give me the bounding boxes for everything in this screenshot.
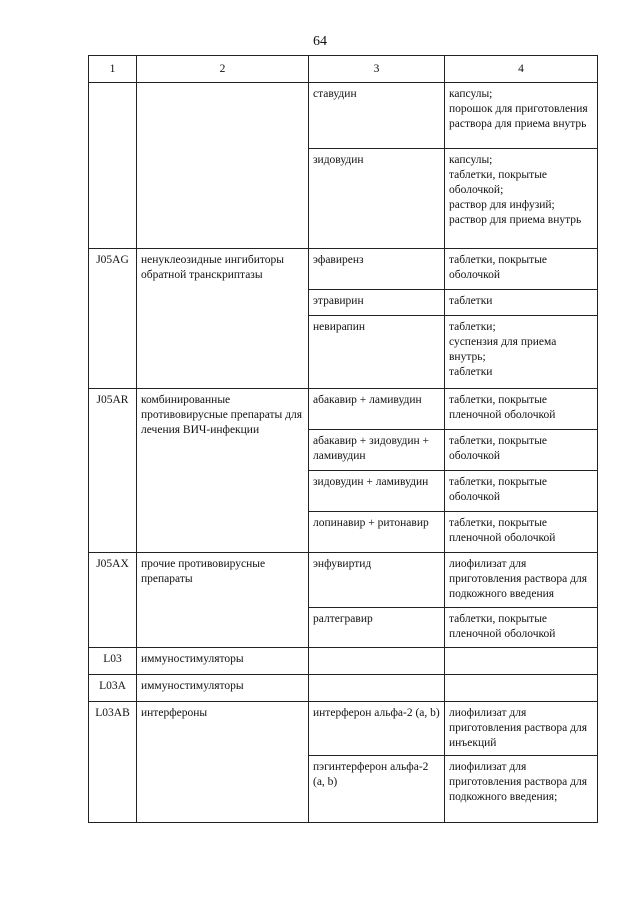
dosage-form-cell: таблетки, покрытые оболочкой [445, 430, 598, 471]
dosage-form-cell: таблетки; суспензия для приема внутрь; таблетки [445, 316, 598, 389]
dosage-form-cell: таблетки, покрытые оболочкой [445, 249, 598, 290]
drug-name-cell: невирапин [309, 316, 445, 389]
dosage-form-cell: таблетки, покрытые пленочной оболочкой [445, 512, 598, 553]
drug-name-cell: абакавир + ламивудин [309, 389, 445, 430]
group-name-cell: иммуностимуляторы [137, 675, 309, 702]
drug-name-cell: энфувиртид [309, 553, 445, 608]
dosage-form-cell: капсулы; порошок для приготовления раствора для приема внутрь [445, 83, 598, 149]
table-row [89, 675, 598, 702]
header-cell: 3 [309, 56, 445, 83]
dosage-form-cell: лиофилизат для приготовления раствора для подкожного введения; [445, 756, 598, 823]
group-name-cell: интерфероны [137, 702, 309, 823]
drug-name-cell: интерферон альфа-2 (a, b) [309, 702, 445, 756]
table-row [89, 249, 598, 290]
drug-name-cell: эфавиренз [309, 249, 445, 290]
drug-name-cell: пэгинтерферон альфа-2 (a, b) [309, 756, 445, 823]
header-cell: 1 [89, 56, 137, 83]
dosage-form-cell: лиофилизат для приготовления раствора для подкожного введения [445, 553, 598, 608]
atc-code-cell: J05AG [89, 249, 137, 389]
dosage-form-cell: таблетки, покрытые пленочной оболочкой [445, 389, 598, 430]
group-name-cell [137, 83, 309, 249]
drug-table [88, 55, 598, 823]
table-row [89, 553, 598, 608]
dosage-form-cell [445, 648, 598, 675]
atc-code-cell [89, 83, 137, 249]
dosage-form-cell [445, 675, 598, 702]
drug-name-cell: абакавир + зидовудин + ламивудин [309, 430, 445, 471]
atc-code-cell: L03A [89, 675, 137, 702]
drug-name-cell [309, 648, 445, 675]
group-name-cell: прочие противовирусные препараты [137, 553, 309, 648]
atc-code-cell: L03 [89, 648, 137, 675]
header-cell: 2 [137, 56, 309, 83]
header-cell: 4 [445, 56, 598, 83]
table-row [89, 648, 598, 675]
atc-code-cell: J05AR [89, 389, 137, 553]
drug-name-cell: ралтегравир [309, 608, 445, 648]
drug-name-cell: лопинавир + ритонавир [309, 512, 445, 553]
group-name-cell: иммуностимуляторы [137, 648, 309, 675]
drug-name-cell: зидовудин [309, 149, 445, 249]
dosage-form-cell: лиофилизат для приготовления раствора для инъекций [445, 702, 598, 756]
group-name-cell: комбинированные противовирусные препараты для лечения ВИЧ-инфекции [137, 389, 309, 553]
atc-code-cell: L03AB [89, 702, 137, 823]
drug-name-cell: зидовудин + ламивудин [309, 471, 445, 512]
drug-name-cell: ставудин [309, 83, 445, 149]
page-number: 64 [313, 34, 327, 49]
drug-name-cell: этравирин [309, 290, 445, 316]
table-row [89, 702, 598, 756]
dosage-form-cell: таблетки, покрытые пленочной оболочкой [445, 608, 598, 648]
atc-code-cell: J05AX [89, 553, 137, 648]
dosage-form-cell: таблетки, покрытые оболочкой [445, 471, 598, 512]
table-body [89, 83, 598, 823]
table-row [89, 83, 598, 149]
drug-name-cell [309, 675, 445, 702]
group-name-cell: ненуклеозидные ингибиторы обратной транскриптазы [137, 249, 309, 389]
dosage-form-cell: таблетки [445, 290, 598, 316]
table-row [89, 389, 598, 430]
dosage-form-cell: капсулы; таблетки, покрытые оболочкой; раствор для инфузий; раствор для приема внутрь [445, 149, 598, 249]
table-header-row [89, 56, 598, 83]
